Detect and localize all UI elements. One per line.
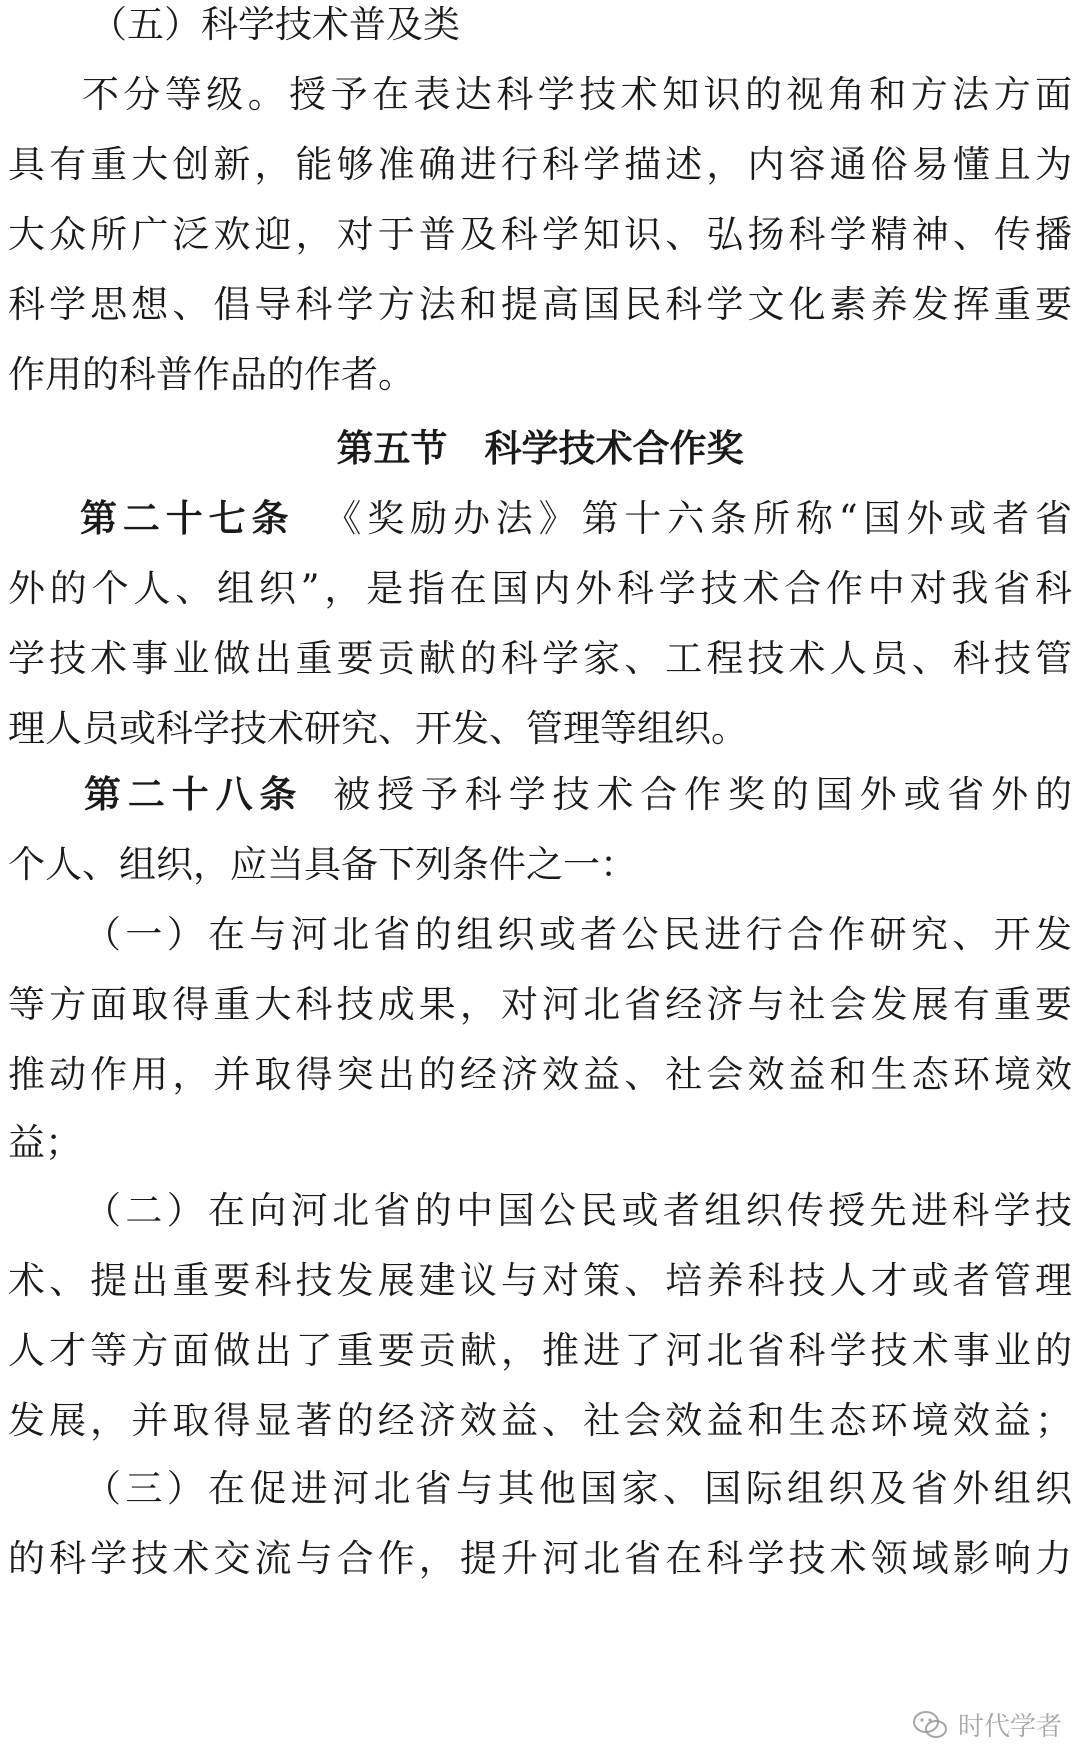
article-28-title: 第二十八条: [84, 773, 304, 816]
paragraph-line: 人才等方面做出了重要贡献，推进了河北省科学技术事业的: [8, 1329, 1072, 1372]
article-27-line: [80, 480, 1072, 558]
paragraph-line: 大众所广泛欢迎，对于普及科学知识、弘扬科学精神、传播: [8, 213, 1072, 256]
paragraph-line: 具有重大创新，能够准确进行科学描述，内容通俗易懂且为: [8, 143, 1072, 186]
paragraph-line: 的科学技术交流与合作，提升河北省在科学技术领域影响力: [8, 1537, 1072, 1580]
item-3-line: （三）在促进河北省与其他国家、国际组织及省外组织: [84, 1467, 1072, 1510]
paragraph-line: 科学思想、倡导科学方法和提高国民科学文化素养发挥重要: [8, 283, 1072, 326]
wechat-icon: [912, 1710, 948, 1740]
article-28-line: [84, 756, 1072, 834]
article-28-text: 被授予科学技术合作奖的国外或省外的: [333, 773, 1073, 816]
article-27-text: 《奖励办法》第十六条所称“国外或者省: [324, 497, 1073, 540]
section-title: 第五节 科学技术合作奖: [336, 427, 744, 470]
paragraph-line: 学技术事业做出重要贡献的科学家、工程技术人员、科技管: [8, 637, 1072, 680]
watermark: [912, 1706, 1062, 1743]
paragraph-line: 推动作用，并取得突出的经济效益、社会效益和生态环境效: [8, 1053, 1072, 1096]
section-heading-5: （五）科学技术普及类: [90, 3, 460, 46]
watermark-text: 时代学者: [957, 1712, 1062, 1742]
paragraph-line: 益；: [8, 1121, 82, 1164]
paragraph-line: 理人员或科学技术研究、开发、管理等组织。: [8, 707, 748, 750]
paragraph-line: 不分等级。授予在表达科学技术知识的视角和方法方面: [82, 73, 1072, 116]
paragraph-line: 等方面取得重大科技成果，对河北省经济与社会发展有重要: [8, 983, 1072, 1026]
paragraph-line: 发展，并取得显著的经济效益、社会效益和生态环境效益；: [8, 1399, 1072, 1442]
paragraph-line: 作用的科普作品的作者。: [8, 353, 415, 396]
item-2-line: （二）在向河北省的中国公民或者组织传授先进科学技: [84, 1189, 1072, 1232]
paragraph-line: 术、提出重要科技发展建议与对策、培养科技人才或者管理: [8, 1259, 1072, 1302]
paragraph-line: 个人、组织，应当具备下列条件之一：: [8, 843, 637, 886]
item-1-line: （一）在与河北省的组织或者公民进行合作研究、开发: [84, 913, 1072, 956]
article-27-title: 第二十七条: [80, 497, 295, 540]
paragraph-line: 外的个人、组织”，是指在国内外科学技术合作中对我省科: [8, 567, 1072, 610]
